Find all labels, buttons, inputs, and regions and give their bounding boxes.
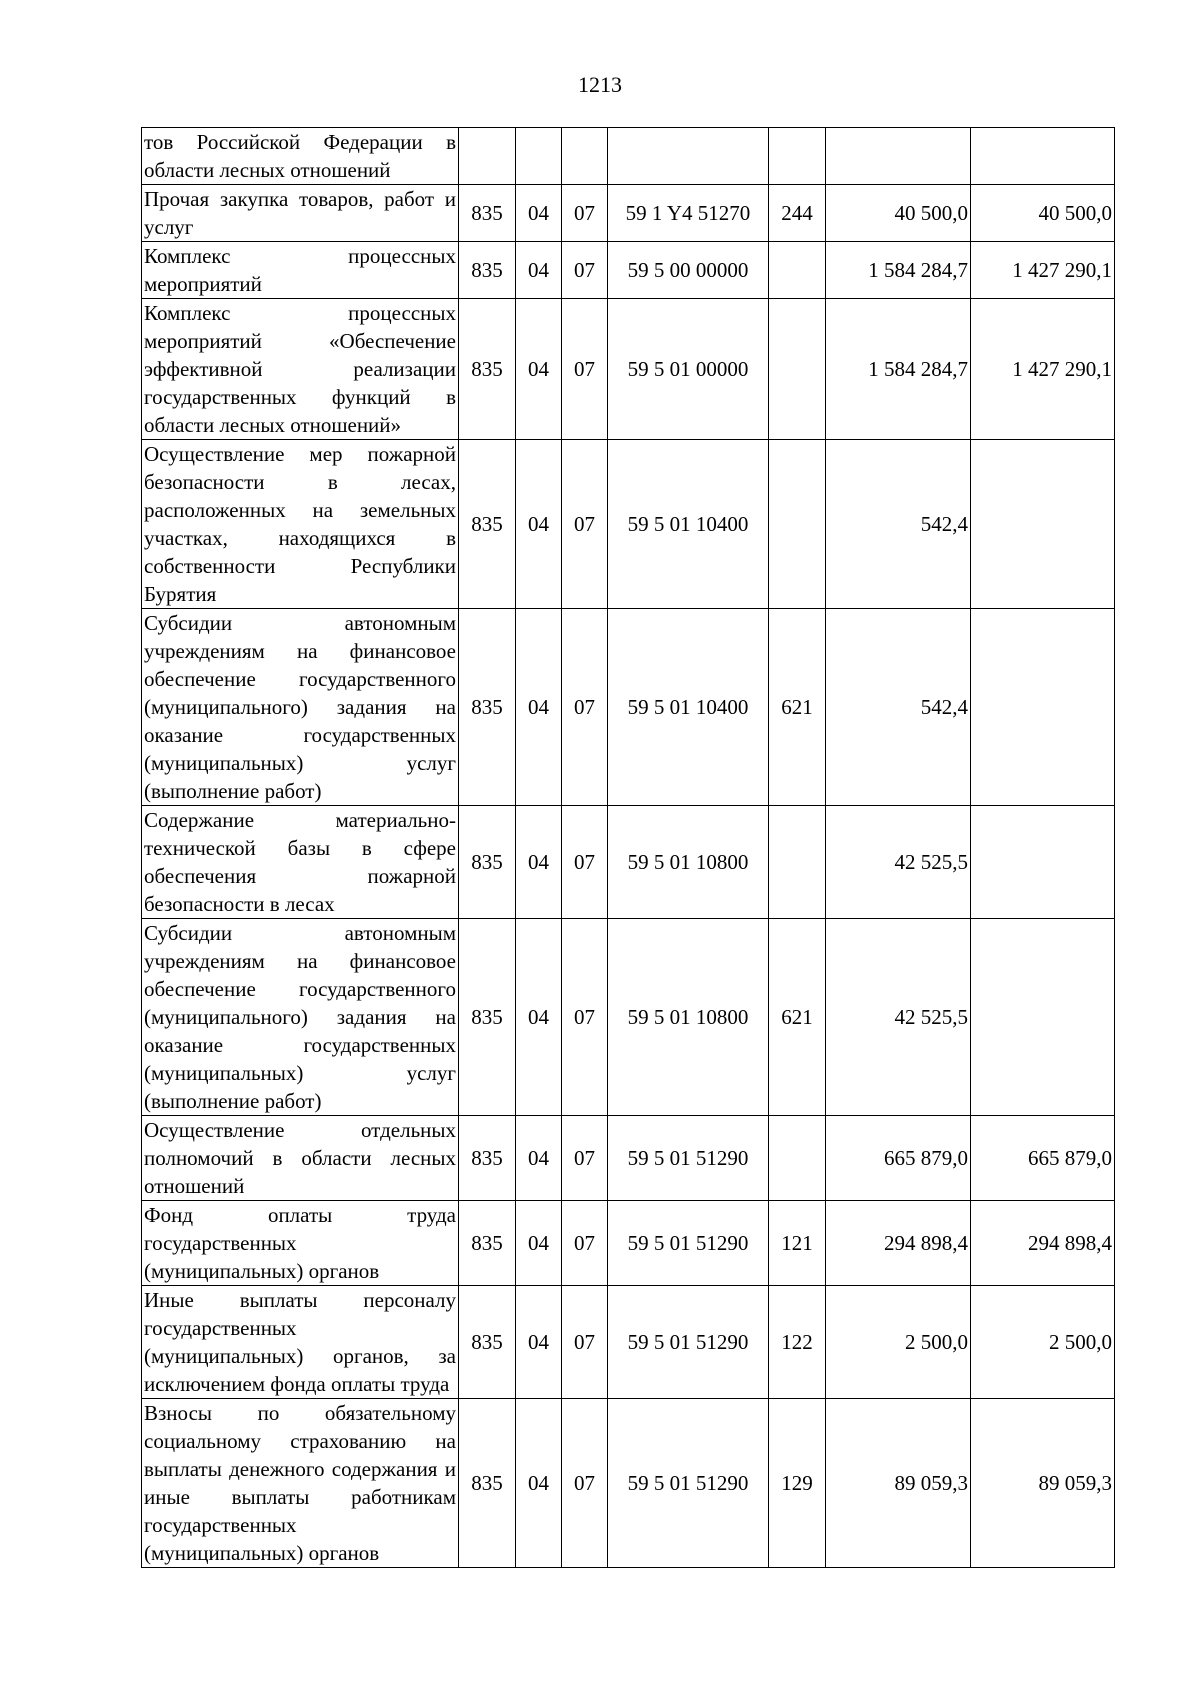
target-article-cell: 59 5 01 10400 [608, 609, 769, 806]
target-article-cell: 59 5 01 51290 [608, 1116, 769, 1201]
row-name-cell: Комплекс процессных мероприятий «Обеспечение эффективной реализации государственных функций в области лесных отношений» [142, 299, 459, 440]
row-name-cell: Осуществление отдельных полномочий в области лесных отношений [142, 1116, 459, 1201]
subsection-code-cell: 07 [562, 1399, 608, 1568]
section-code-cell: 04 [516, 1201, 562, 1286]
target-article-cell: 59 1 Y4 51270 [608, 185, 769, 242]
amount-year1-cell: 542,4 [826, 440, 971, 609]
subsection-code-cell: 07 [562, 1201, 608, 1286]
amount-year1-cell: 42 525,5 [826, 919, 971, 1116]
table-row [142, 242, 1115, 299]
amount-year2-cell [971, 806, 1115, 919]
grbs-code-cell: 835 [459, 1399, 516, 1568]
table-body [142, 128, 1115, 1568]
table-row [142, 1116, 1115, 1201]
subsection-code-cell: 07 [562, 299, 608, 440]
amount-year1-cell: 40 500,0 [826, 185, 971, 242]
section-code-cell: 04 [516, 1399, 562, 1568]
grbs-code-cell [459, 128, 516, 185]
section-code-cell: 04 [516, 1286, 562, 1399]
section-code-cell: 04 [516, 185, 562, 242]
grbs-code-cell: 835 [459, 919, 516, 1116]
grbs-code-cell: 835 [459, 1286, 516, 1399]
subsection-code-cell: 07 [562, 242, 608, 299]
grbs-code-cell: 835 [459, 242, 516, 299]
table-row [142, 1399, 1115, 1568]
grbs-code-cell: 835 [459, 806, 516, 919]
amount-year2-cell [971, 128, 1115, 185]
amount-year2-cell: 294 898,4 [971, 1201, 1115, 1286]
section-code-cell: 04 [516, 440, 562, 609]
subsection-code-cell [562, 128, 608, 185]
table-row [142, 185, 1115, 242]
row-name-cell: Субсидии автономным учреждениям на финансовое обеспечение государственного (муниципального) задания на оказание государственных (муниципальных) услуг (выполнение работ) [142, 609, 459, 806]
amount-year1-cell: 1 584 284,7 [826, 242, 971, 299]
target-article-cell: 59 5 01 10800 [608, 806, 769, 919]
target-article-cell: 59 5 00 00000 [608, 242, 769, 299]
expense-type-cell [769, 1116, 826, 1201]
amount-year2-cell: 40 500,0 [971, 185, 1115, 242]
row-name-cell: Взносы по обязательному социальному страхованию на выплаты денежного содержания и иные выплаты работникам государственных (муниципальных) органов [142, 1399, 459, 1568]
target-article-cell: 59 5 01 51290 [608, 1201, 769, 1286]
subsection-code-cell: 07 [562, 609, 608, 806]
expense-type-cell: 122 [769, 1286, 826, 1399]
row-name-cell: Осуществление мер пожарной безопасности в лесах, расположенных на земельных участках, находящихся в собственности Республики Бурятия [142, 440, 459, 609]
target-article-cell: 59 5 01 51290 [608, 1286, 769, 1399]
subsection-code-cell: 07 [562, 919, 608, 1116]
amount-year1-cell: 294 898,4 [826, 1201, 971, 1286]
expense-type-cell: 244 [769, 185, 826, 242]
section-code-cell: 04 [516, 1116, 562, 1201]
table-row [142, 1286, 1115, 1399]
section-code-cell: 04 [516, 609, 562, 806]
grbs-code-cell: 835 [459, 1201, 516, 1286]
expense-type-cell [769, 242, 826, 299]
target-article-cell: 59 5 01 51290 [608, 1399, 769, 1568]
page-number: 1213 [578, 72, 622, 97]
expense-type-cell [769, 299, 826, 440]
table-row [142, 919, 1115, 1116]
amount-year1-cell: 1 584 284,7 [826, 299, 971, 440]
section-code-cell: 04 [516, 299, 562, 440]
table-row [142, 609, 1115, 806]
row-name-cell: Прочая закупка товаров, работ и услуг [142, 185, 459, 242]
row-name-cell: Субсидии автономным учреждениям на финансовое обеспечение государственного (муниципального) задания на оказание государственных (муниципальных) услуг (выполнение работ) [142, 919, 459, 1116]
section-code-cell: 04 [516, 242, 562, 299]
amount-year2-cell: 2 500,0 [971, 1286, 1115, 1399]
amount-year2-cell [971, 919, 1115, 1116]
expense-type-cell: 129 [769, 1399, 826, 1568]
row-name-cell: Иные выплаты персоналу государственных (муниципальных) органов, за исключением фонда оплаты труда [142, 1286, 459, 1399]
section-code-cell: 04 [516, 919, 562, 1116]
amount-year1-cell: 665 879,0 [826, 1116, 971, 1201]
section-code-cell [516, 128, 562, 185]
amount-year2-cell: 1 427 290,1 [971, 299, 1115, 440]
amount-year1-cell: 42 525,5 [826, 806, 971, 919]
table-row [142, 299, 1115, 440]
target-article-cell: 59 5 01 00000 [608, 299, 769, 440]
table-row [142, 128, 1115, 185]
amount-year2-cell: 665 879,0 [971, 1116, 1115, 1201]
grbs-code-cell: 835 [459, 440, 516, 609]
subsection-code-cell: 07 [562, 806, 608, 919]
section-code-cell: 04 [516, 806, 562, 919]
expense-type-cell: 621 [769, 919, 826, 1116]
amount-year2-cell: 89 059,3 [971, 1399, 1115, 1568]
grbs-code-cell: 835 [459, 299, 516, 440]
table-row [142, 440, 1115, 609]
amount-year2-cell: 1 427 290,1 [971, 242, 1115, 299]
amount-year1-cell: 2 500,0 [826, 1286, 971, 1399]
amount-year1-cell [826, 128, 971, 185]
expense-type-cell: 621 [769, 609, 826, 806]
expense-type-cell [769, 128, 826, 185]
amount-year2-cell [971, 609, 1115, 806]
amount-year2-cell [971, 440, 1115, 609]
amount-year1-cell: 89 059,3 [826, 1399, 971, 1568]
expense-type-cell [769, 440, 826, 609]
budget-table [141, 127, 1115, 1568]
table-row [142, 1201, 1115, 1286]
grbs-code-cell: 835 [459, 1116, 516, 1201]
row-name-cell: тов Российской Федерации в области лесных отношений [142, 128, 459, 185]
expense-type-cell [769, 806, 826, 919]
row-name-cell: Содержание материально-технической базы в сфере обеспечения пожарной безопасности в лесах [142, 806, 459, 919]
grbs-code-cell: 835 [459, 185, 516, 242]
target-article-cell: 59 5 01 10400 [608, 440, 769, 609]
row-name-cell: Фонд оплаты труда государственных (муниципальных) органов [142, 1201, 459, 1286]
grbs-code-cell: 835 [459, 609, 516, 806]
row-name-cell: Комплекс процессных мероприятий [142, 242, 459, 299]
table-row [142, 806, 1115, 919]
subsection-code-cell: 07 [562, 440, 608, 609]
target-article-cell [608, 128, 769, 185]
subsection-code-cell: 07 [562, 1286, 608, 1399]
expense-type-cell: 121 [769, 1201, 826, 1286]
target-article-cell: 59 5 01 10800 [608, 919, 769, 1116]
subsection-code-cell: 07 [562, 185, 608, 242]
subsection-code-cell: 07 [562, 1116, 608, 1201]
amount-year1-cell: 542,4 [826, 609, 971, 806]
